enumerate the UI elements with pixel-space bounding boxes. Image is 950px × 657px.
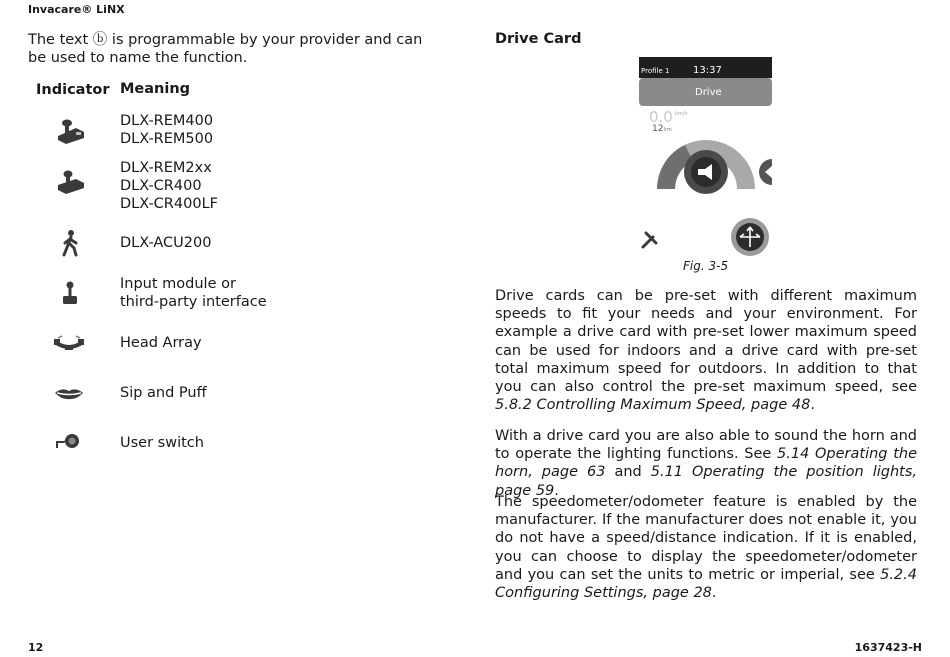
- section-title: Drive Card: [495, 31, 582, 47]
- paragraph-speedometer: [495, 493, 917, 602]
- cross-reference-link[interactable]: 5.8.2 Controlling Maximum Speed, page 48: [495, 397, 811, 414]
- odometer-value: 12: [652, 124, 664, 134]
- input-module-icon: [54, 280, 88, 308]
- meaning-row: [120, 112, 440, 148]
- meaning-line: Head Array: [120, 335, 202, 351]
- paragraph-text: With a drive card you are also able to sound the horn and to operate the lighting functions. See: [495, 428, 917, 463]
- meaning-line: Input module or: [120, 276, 236, 292]
- paragraph-text: The speedometer/odometer feature is enabled by the manufacturer. If the manufacturer does not enable it, you do not have a speed/distance indication. If it is enabled, you can choose to display the speedometer/odometer and you can set the units to metric or imperial, see: [495, 494, 917, 583]
- paragraph-text: and: [605, 464, 651, 481]
- meaning-line: third-party interface: [120, 294, 267, 310]
- page-number: 12: [28, 641, 44, 654]
- paragraph-end: .: [810, 397, 815, 414]
- speed-unit: km/h: [675, 111, 688, 117]
- meaning-row: [120, 334, 440, 352]
- meaning-line: DLX-REM2xx: [120, 160, 212, 176]
- cross-reference-link[interactable]: 5.14 Operating the horn, page 63: [495, 446, 917, 481]
- header-brand: Invacare® LiNX: [28, 3, 125, 16]
- head-array-icon: [52, 330, 86, 358]
- paragraph-drive-cards: [495, 287, 917, 414]
- meaning-line: DLX-CR400LF: [120, 196, 218, 212]
- figure-caption: Fig. 3-5: [683, 259, 729, 273]
- intro-text: The text ⓑ is programmable by your provider and can be used to name the function.: [28, 32, 423, 66]
- paragraph-end: .: [554, 482, 559, 499]
- sip-and-puff-icon: [52, 380, 86, 408]
- user-switch-icon: [54, 428, 88, 456]
- attendant-walking-icon: [54, 229, 88, 257]
- column-header-indicator: Indicator: [36, 82, 110, 98]
- meaning-row: [120, 159, 440, 213]
- meaning-line: DLX-REM400: [120, 113, 214, 129]
- paragraph-horn-lights: [495, 427, 917, 500]
- speed-value: 0.0: [649, 108, 673, 126]
- cross-reference-link[interactable]: 5.11 Operating the position lights, page 59: [495, 464, 917, 499]
- paragraph-text: Drive cards can be pre-set with different maximum speeds to fit your needs and your environment. For example a drive card with pre-set lower maximum speed can be used for indoors and a drive card with pre-set total maximum speed for outdoors. In addition to that you can also control the pre-set maximum speed, see: [495, 288, 917, 396]
- clock-label: 13:37: [693, 65, 722, 76]
- meaning-line: DLX-REM500: [120, 131, 214, 147]
- meaning-row: [120, 275, 440, 311]
- meaning-row: [120, 234, 440, 252]
- joystick-remote-icon: [54, 168, 88, 196]
- meaning-row: [120, 384, 440, 402]
- drive-card-figure: [639, 57, 772, 256]
- meaning-line: DLX-ACU200: [120, 235, 212, 251]
- paragraph-end: .: [711, 585, 717, 602]
- meaning-line: User switch: [120, 435, 204, 451]
- drive-tab-label: Drive: [695, 87, 722, 98]
- column-header-meaning: Meaning: [120, 81, 191, 97]
- meaning-line: Sip and Puff: [120, 385, 207, 401]
- odometer-unit: km: [664, 127, 672, 133]
- document-id: 1637423-H: [854, 641, 922, 654]
- profile-label: Profile 1: [641, 67, 670, 75]
- joystick-module-icon: [54, 118, 88, 146]
- meaning-row: [120, 434, 440, 452]
- meaning-line: DLX-CR400: [120, 178, 202, 194]
- drive-card-screen: [639, 57, 772, 256]
- cross-reference-link[interactable]: 5.2.4 Configuring Settings, page 28: [495, 566, 917, 602]
